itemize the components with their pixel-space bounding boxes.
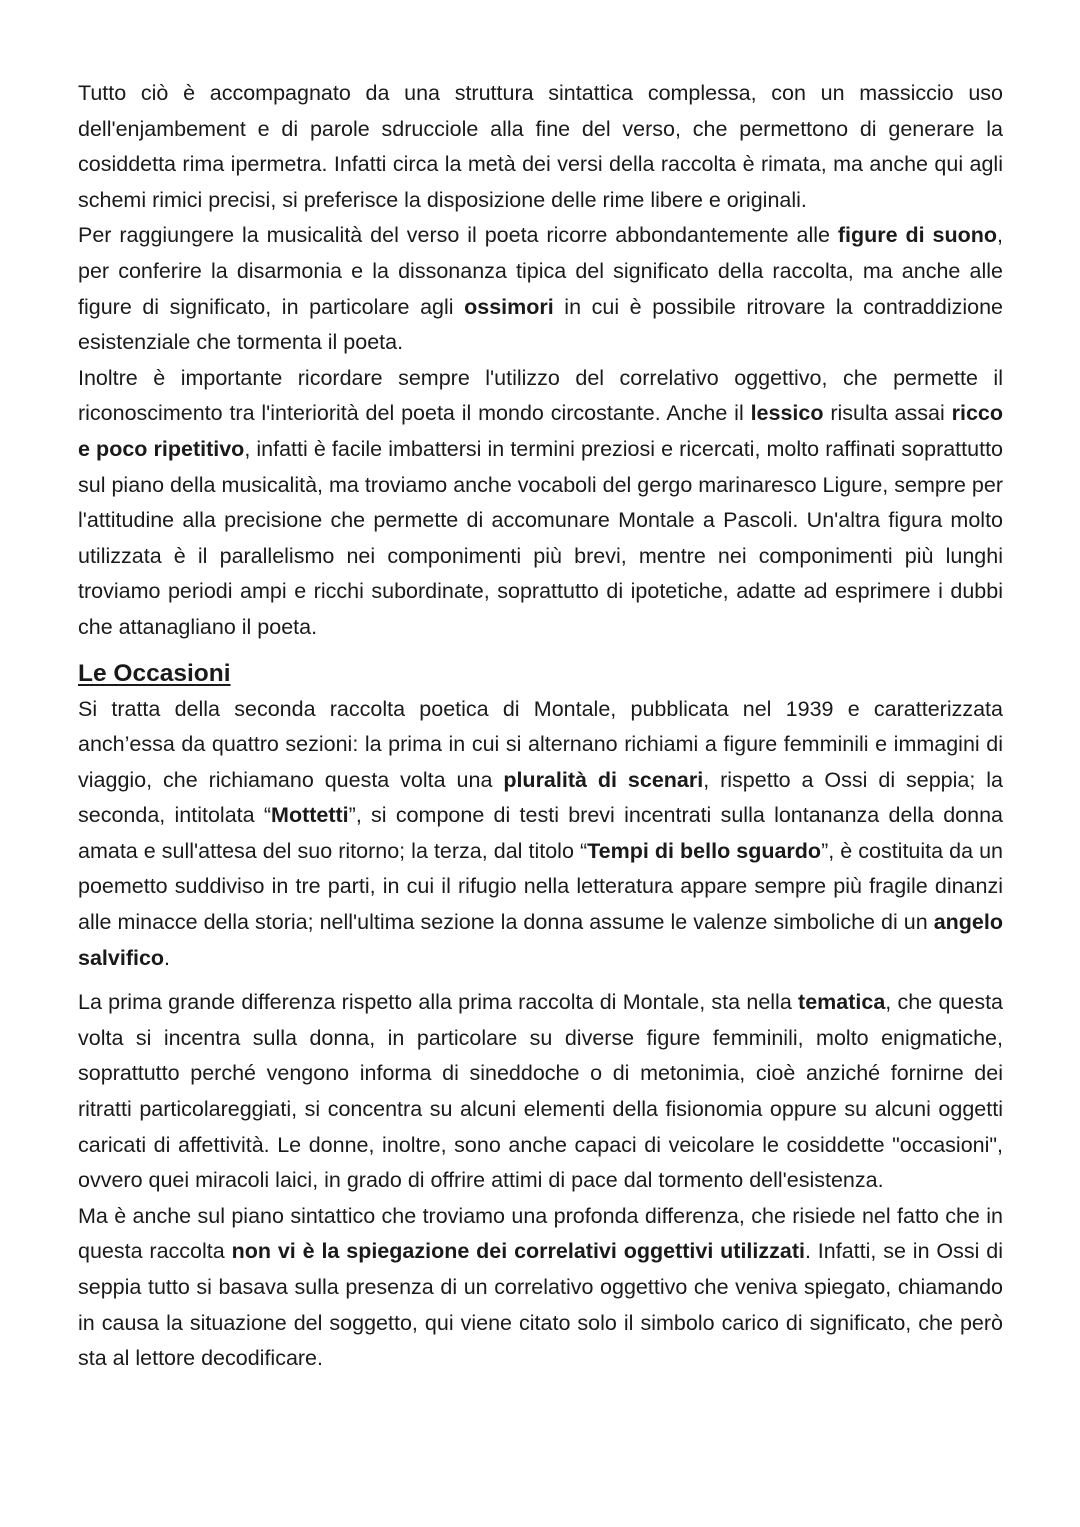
text-run: ”, si compone di testi brevi incentrati sulla lontananza della donna amata e sull'attesa del suo ritorno; la terza, dal titolo “ (78, 803, 1003, 863)
paragraph-syntax-structure (78, 76, 1003, 218)
bold-term: tematica (798, 990, 886, 1015)
section-heading-le-occasioni: Le Occasioni (78, 659, 231, 687)
bold-term: pluralità di scenari (503, 767, 704, 792)
bold-term: non vi è la spiegazione dei correlativi oggettivi utilizzati (231, 1239, 805, 1264)
text-run: Inoltre è importante ricordare sempre l'utilizzo del correlativo oggettivo, che permette il riconoscimento tra l'interiorità del poeta il mondo circostante. Anche il (78, 365, 1003, 426)
text-run: , che questa volta si incentra sulla donna, in particolare su diverse figure femminili, molto enigmatiche, soprattutto perché vengono informa di sineddoche o di metonimia, cioè anziché fornirne dei ritratti particolareggiati, si concentra su alcuni elementi della fisionomia oppure su alcuni oggetti caricati di affettività. Le donne, inoltre, sono anche capaci di veicolare le cosiddette "occasioni", ovvero quei miracoli laici, in grado di offrire attimi di pace dal tormento dell'esistenza. (78, 990, 1003, 1193)
bold-term: angelo salvifico (78, 910, 1003, 970)
paragraph-sound-figures (78, 218, 1003, 360)
text-run: , rispetto a Ossi di seppia; la seconda, intitolata “ (78, 767, 1004, 828)
bold-term: Tempi di bello sguardo (587, 838, 822, 863)
paragraph-occasioni-tematica (78, 985, 1003, 1199)
paragraph-occasioni-structure (78, 692, 1003, 977)
bold-term: ricco e poco ripetitivo (78, 401, 1003, 461)
text-run: in cui è possibile ritrovare la contraddizione esistenziale che tormenta il poeta. (78, 294, 1003, 355)
text-run: Per raggiungere la musicalità del verso il poeta ricorre abbondantemente alle (78, 223, 838, 248)
text-run: Ma è anche sul piano sintattico che troviamo una profonda differenza, che risiede nel fatto che in questa raccolta (78, 1203, 1003, 1264)
text-run: risulta assai (823, 401, 952, 426)
bold-term: figure di suono (837, 223, 998, 248)
text-run: Si tratta della seconda raccolta poetica di Montale, pubblicata nel 1939 e caratterizzata anch’essa da quattro sezioni: la prima in cui si alternano richiami a figure femminili e immagini di viaggio, che richiamano questa volta una (78, 696, 1003, 792)
text-run: . (164, 945, 171, 970)
paragraph-occasioni-sintassi (78, 1199, 1003, 1377)
text-run: ”, è costituita da un poemetto suddiviso in tre parti, in cui il rifugio nella letteratura appare sempre più fragile dinanzi alle minacce della storia; nell'ultima sezione la donna assume le valenze simboliche di un (78, 838, 1003, 935)
bold-term: Mottetti (271, 803, 349, 828)
text-run: , per conferire la disarmonia e la dissonanza tipica del significato della raccolta, ma anche alle figure di significato, in particolare agli (78, 223, 1003, 319)
document-page (78, 76, 1003, 1377)
text-run: Tutto ciò è accompagnato da una struttura sintattica complessa, con un massiccio uso dell'enjambement e di parole sdrucciole alla fine del verso, che permettono di generare la cosiddetta rima ipermetra. Infatti circa la metà dei versi della raccolta è rimata, ma anche qui agli schemi rimici precisi, si preferisce la disposizione delle rime libere e originali. (78, 81, 1003, 212)
text-run: La prima grande differenza rispetto alla prima raccolta di Montale, sta nella (78, 990, 799, 1015)
paragraph-correlativo-oggettivo (78, 361, 1003, 646)
text-run: , infatti è facile imbattersi in termini preziosi e ricercati, molto raffinati soprattutto sul piano della musicalità, ma troviamo anche vocaboli del gergo marinaresco Ligure, sempre per l'attitudine alla precisione che permette di accomunare Montale a Pascoli. Un'altra figura molto utilizzata è il parallelismo nei componimenti più brevi, mentre nei componimenti più lunghi troviamo periodi ampi e ricchi subordinate, soprattutto di ipotetiche, adatte ad esprimere i dubbi che attanagliano il poeta. (78, 436, 1003, 639)
bold-term: lessico (750, 401, 824, 426)
text-run: . Infatti, se in Ossi di seppia tutto si basava sulla presenza di un correlativo oggettivo che veniva spiegato, chiamando in causa la situazione del soggetto, qui viene citato solo il simbolo carico di significato, che però sta al lettore decodificare. (78, 1239, 1003, 1371)
bold-term: ossimori (464, 294, 554, 319)
